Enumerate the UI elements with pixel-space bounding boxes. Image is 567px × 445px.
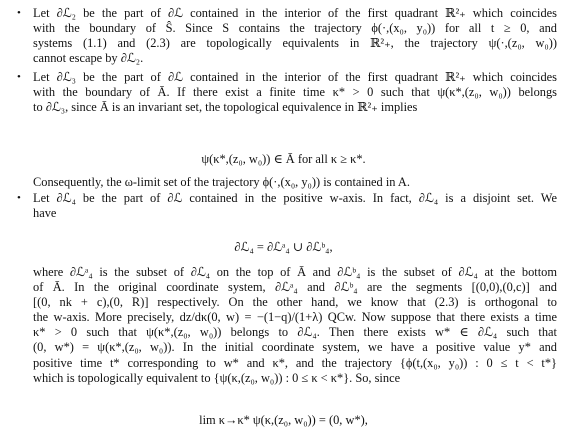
text-line: where ∂ℒᵃ₄ is the subset of ∂ℒ₄ on the top of Ā and ∂ℒᵇ₄ is the subset of ∂ℒ₄ at the bottom — [33, 265, 557, 279]
bullet-item-2 — [17, 70, 557, 115]
text-line: of Ā. In the original coordinate system, ∂ℒᵃ₄ and ∂ℒᵇ₄ are the segments [(0,0),(0,c)] and — [33, 280, 557, 295]
bullet-item-1 — [17, 6, 557, 66]
display-equation-3: lim κ→κ* ψ(κ,(z₀, w₀)) = (0, w*), — [199, 413, 368, 427]
text-line: [(0, nk + c),(0, R)] respectively. On the other hand, we know that (2.3) is orthogonal to — [33, 295, 557, 310]
text-line: cannot escape by ∂ℒ₂. — [33, 51, 144, 66]
bullet-item-3 — [17, 191, 557, 221]
text-line: which is topologically equivalent to {ψ(κ,(z₀, w₀)) : 0 ≤ κ < κ*}. So, since — [33, 370, 401, 385]
paragraph-where — [33, 265, 557, 386]
text-line: with the boundary of Ā. If there exist a finite time κ* > 0 such that ψ(κ*,(z₀, w₀)) belongs — [33, 85, 557, 100]
text-line: Let ∂ℒ₂ be the part of ∂ℒ contained in the interior of the first quadrant ℝ²₊ which coincides — [33, 6, 557, 20]
bullet-marker: • — [17, 71, 21, 83]
text-line: the w-axis. More precisely, dz/dκ(0, w) = −(1−q)/(1+λ) QCw. Now suppose that there exists a time — [33, 310, 557, 325]
paragraph-consequently — [33, 175, 557, 190]
display-equation-1: ψ(κ*,(z₀, w₀)) ∈ Ā for all κ ≥ κ*. — [201, 152, 366, 166]
text-line: Let ∂ℒ₃ be the part of ∂ℒ contained in the interior of the first quadrant ℝ²₊ which coincides — [33, 70, 557, 84]
text-line: κ* > 0 such that ψ(κ*,(z₀, w₀)) belongs to ∂ℒ₄. Then there exists w* ∈ ∂ℒ₄ such that — [33, 325, 557, 340]
text-line: to ∂ℒ₃, since Ā is an invariant set, the topological equivalence in ℝ²₊ implies — [33, 100, 418, 115]
text-line: have — [33, 206, 57, 221]
text-line: positive time t* corresponding to w* and κ*, and the trajectory {ϕ(t,(x₀, y₀)) : 0 ≤ t < t*} — [33, 355, 557, 370]
text-line: systems (1.1) and (2.3) are topologically equivalents in ℝ²₊, the trajectory ψ(·,(z₀, w₀)) — [33, 36, 557, 51]
bullet-marker: • — [17, 7, 21, 19]
text-line: Consequently, the ω-limit set of the trajectory ϕ(·,(x₀, y₀)) is contained in A. — [33, 175, 410, 189]
text-line: with the boundary of Ŝ. Since S contains the trajectory ϕ(·,(x₀, y₀)) for all t ≥ 0, and — [33, 21, 557, 36]
display-equation-2: ∂ℒ₄ = ∂ℒᵃ₄ ∪ ∂ℒᵇ₄, — [234, 240, 333, 254]
text-line: (0, w*) = ψ(κ*,(z₀, w₀)). In the initial coordinate system, we have a positive value y* and — [33, 340, 557, 355]
bullet-marker: • — [17, 192, 21, 204]
text-line: Let ∂ℒ₄ be the part of ∂ℒ contained in the positive w-axis. In fact, ∂ℒ₄ is a disjoint set. We — [33, 191, 557, 205]
